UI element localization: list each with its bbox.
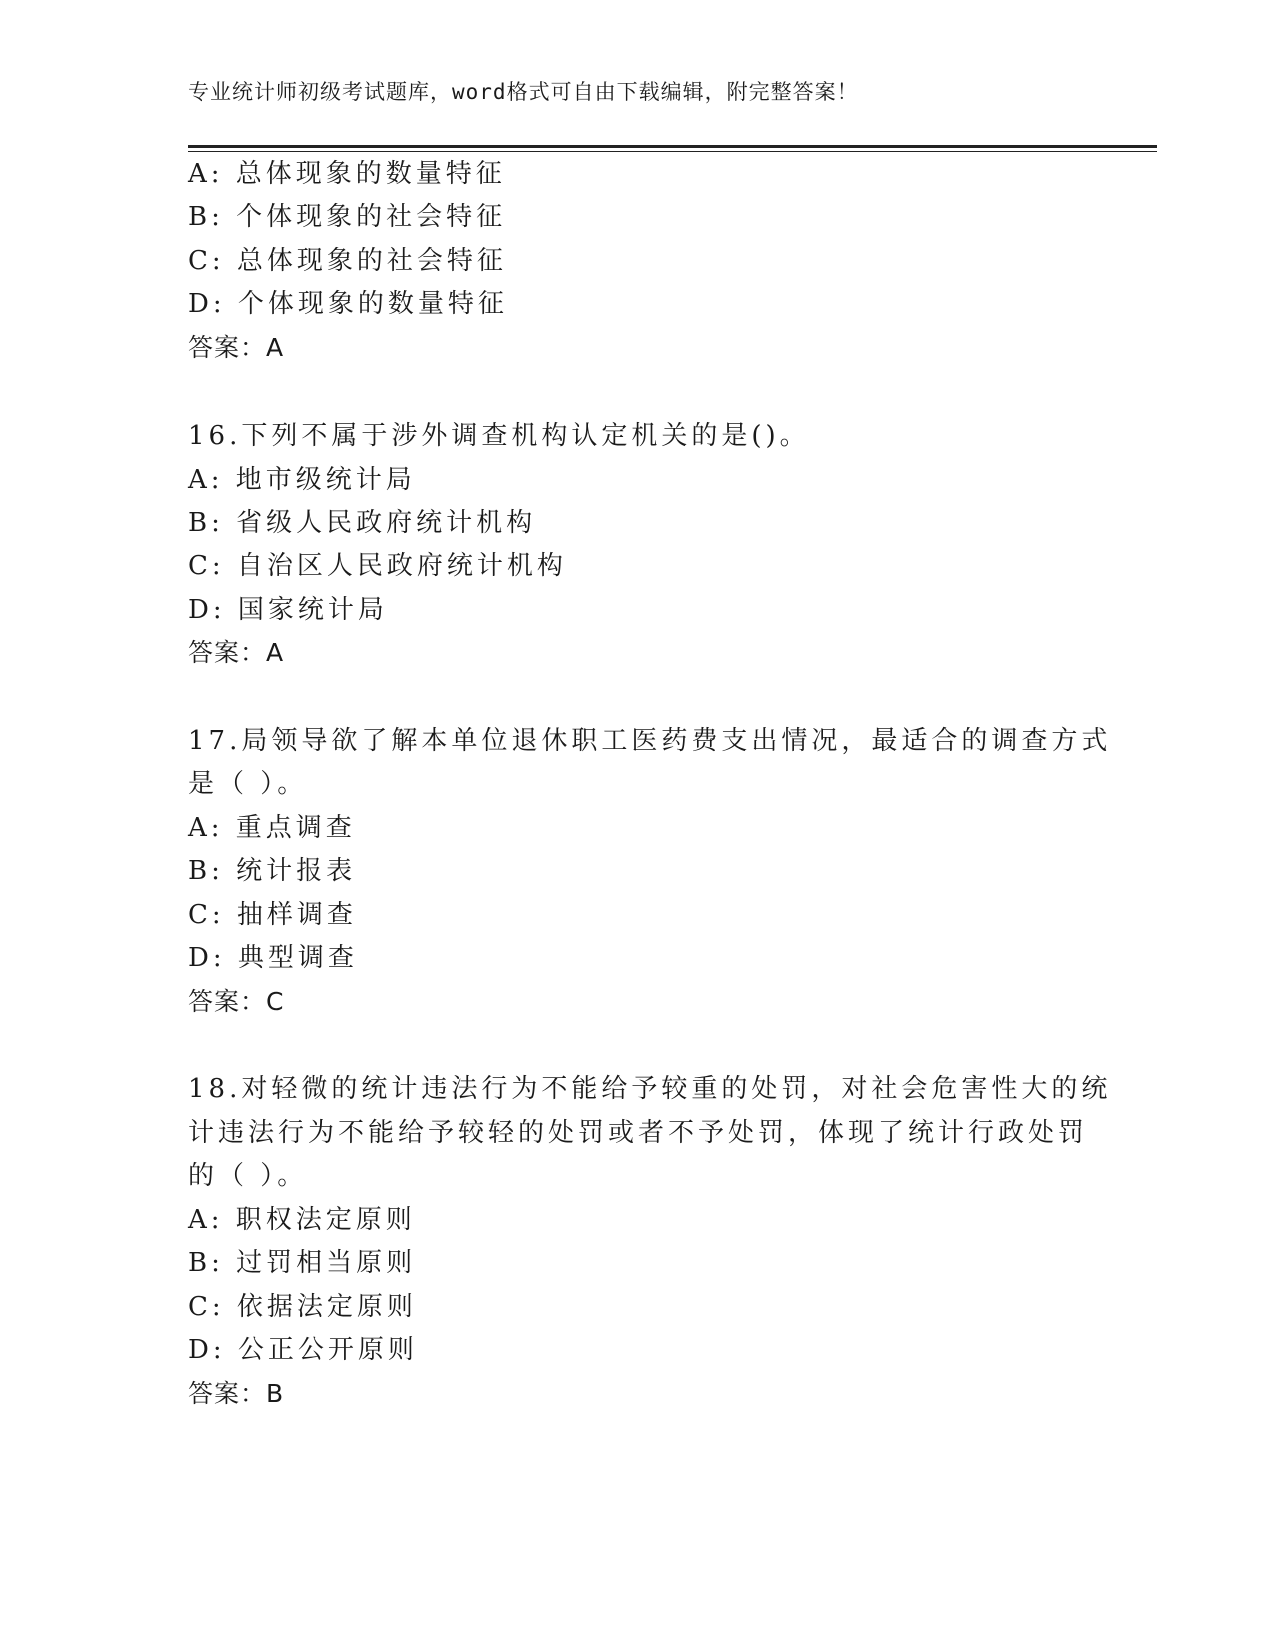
option-b: B: 过罚相当原则 bbox=[188, 1248, 417, 1278]
option-d: D: 公正公开原则 bbox=[188, 1335, 418, 1365]
question-18-stem-line-3: 的（ ）。 bbox=[188, 1161, 308, 1191]
option-b: B: 统计报表 bbox=[188, 856, 357, 886]
option-c: C: 抽样调查 bbox=[188, 900, 357, 930]
answer: 答案：A bbox=[188, 333, 285, 362]
header-rule-thin bbox=[188, 151, 1157, 152]
option-c: C: 自治区人民政府统计机构 bbox=[188, 551, 567, 581]
header-rule-thick bbox=[188, 145, 1157, 148]
option-b: B: 省级人民政府统计机构 bbox=[188, 508, 537, 538]
question-17-stem-line-2: 是（ ）。 bbox=[188, 769, 308, 799]
question-18-stem-line-2: 计违法行为不能给予较轻的处罚或者不予处罚，体现了统计行政处罚 bbox=[188, 1118, 1089, 1148]
option-a: A: 职权法定原则 bbox=[188, 1205, 416, 1235]
answer: 答案：B bbox=[188, 1379, 285, 1408]
option-a: A: 总体现象的数量特征 bbox=[188, 159, 506, 189]
option-a: A: 地市级统计局 bbox=[188, 465, 416, 495]
question-17-stem-line-1: 17.局领导欲了解本单位退休职工医药费支出情况，最适合的调查方式 bbox=[188, 726, 1112, 756]
option-d: D: 典型调查 bbox=[188, 943, 358, 973]
option-d: D: 个体现象的数量特征 bbox=[188, 289, 508, 319]
page-header: 专业统计师初级考试题库，word格式可自由下载编辑，附完整答案！ bbox=[188, 80, 859, 104]
answer: 答案：A bbox=[188, 638, 285, 667]
option-c: C: 总体现象的社会特征 bbox=[188, 246, 507, 276]
option-a: A: 重点调查 bbox=[188, 813, 356, 843]
option-c: C: 依据法定原则 bbox=[188, 1292, 417, 1322]
option-d: D: 国家统计局 bbox=[188, 595, 388, 625]
question-16-stem: 16.下列不属于涉外调查机构认定机关的是()。 bbox=[188, 421, 810, 451]
answer: 答案：C bbox=[188, 987, 285, 1016]
question-18-stem-line-1: 18.对轻微的统计违法行为不能给予较重的处罚，对社会危害性大的统 bbox=[188, 1074, 1112, 1104]
option-b: B: 个体现象的社会特征 bbox=[188, 202, 507, 232]
